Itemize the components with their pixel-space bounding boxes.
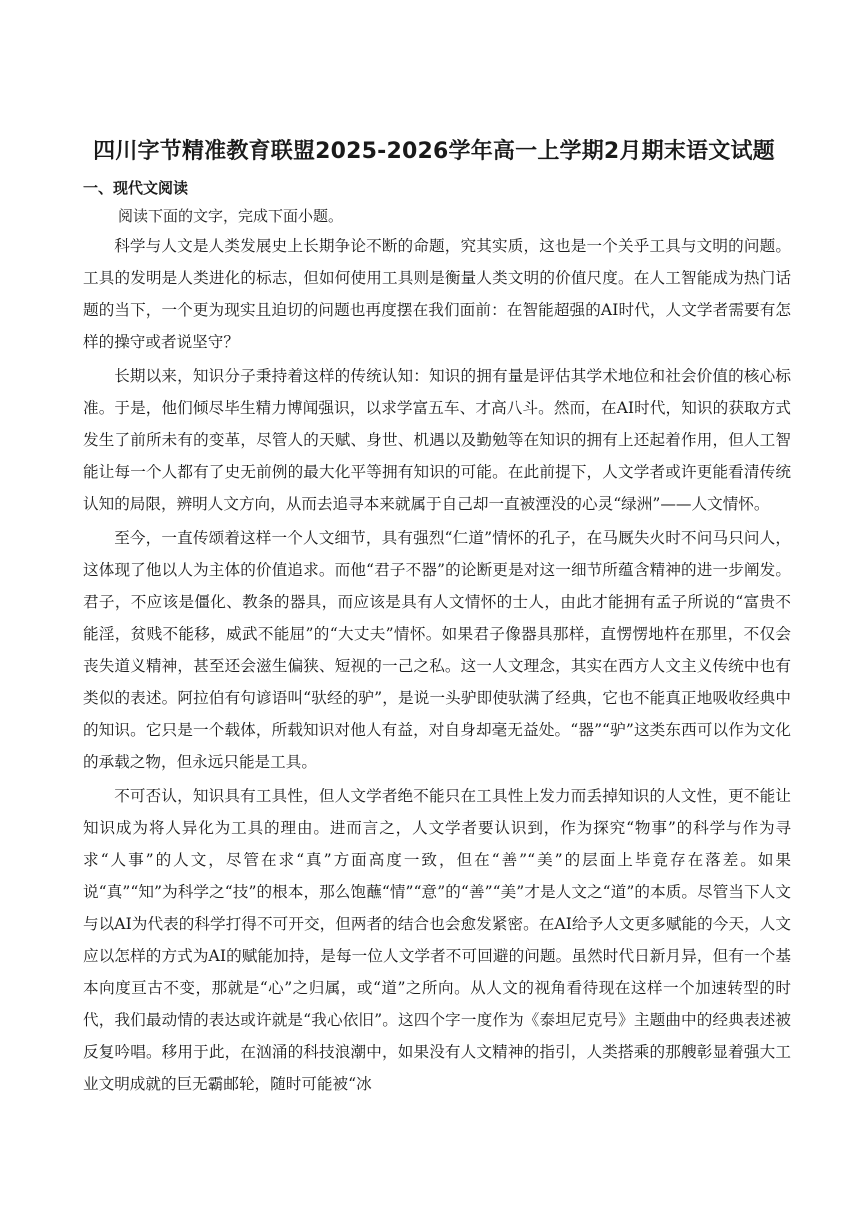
passage-paragraph-3: 至今，一直传颂着这样一个人文细节，具有强烈“仁道”情怀的孔子，在马厩失火时不问马只问人，这体现了他以人为主体的价值追求。而他“君子不器”的论断更是对这一细节所蕴含精神的进一步阐发。君子，不应该是僵化、教条的器具，而应该是具有人文情怀的士人，由此才能拥有孟子所说的“富贵不能淫，贫贱不能移，威武不能屈”的“大丈夫”情怀。如果君子像器具那样，直愣愣地杵在那里，不仅会丧失道义精神，甚至还会滋生偏狭、短视的一己之私。这一人文理念，其实在西方人文主义传统中也有类似的表述。阿拉伯有句谚语叫“驮经的驴”，是说一头驴即使驮满了经典，它也不能真正地吸收经典中的知识。它只是一个载体，所载知识对他人有益，对自身却毫无益处。“器”“驴”这类东西可以作为文化的承载之物，但永远只能是工具。 — [83, 529, 791, 771]
reading-instruction: 阅读下面的文字，完成下面小题。 — [118, 207, 344, 225]
passage-paragraph-2: 长期以来，知识分子秉持着这样的传统认知：知识的拥有量是评估其学术地位和社会价值的核心标准。于是，他们倾尽毕生精力博闻强识，以求学富五车、才高八斗。然而，在AI时代，知识的获取方式发生了前所未有的变革，尽管人的天赋、身世、机遇以及勤勉等在知识的拥有上还起着作用，但人工智能让每一个人都有了史无前例的最大化平等拥有知识的可能。在此前提下，人文学者或许更能看清传统认知的局限，辨明人文方向，从而去追寻本来就属于自己却一直被湮没的心灵“绿洲”——人文情怀。 — [83, 367, 791, 513]
passage-paragraph-1: 科学与人文是人类发展史上长期争论不断的命题，究其实质，这也是一个关乎工具与文明的问题。工具的发明是人类进化的标志，但如何使用工具则是衡量人类文明的价值尺度。在人工智能成为热门话题的当下，一个更为现实且迫切的问题也再度摆在我们面前：在智能超强的AI时代，人文学者需要有怎样的操守或者说坚守？ — [83, 237, 791, 351]
passage-paragraph-4: 不可否认，知识具有工具性，但人文学者绝不能只在工具性上发力而丢掉知识的人文性，更不能让知识成为将人异化为工具的理由。进而言之，人文学者要认识到，作为探究“物事”的科学与作为寻求“人事”的人文，尽管在求“真”方面高度一致，但在“善”“美”的层面上毕竟存在落差。如果说“真”“知”为科学之“技”的根本，那么饱蘸“情”“意”的“善”“美”才是人文之“道”的本质。尽管当下人文与以AI为代表的科学打得不可开交，但两者的结合也会愈发紧密。在AI给予人文更多赋能的今天，人文应以怎样的方式为AI的赋能加持，是每一位人文学者不可回避的问题。虽然时代日新月异，但有一个基本向度亘古不变，那就是“心”之归属，或“道”之所向。从人文的视角看待现在这样一个加速转型的时代，我们最动情的表达或许就是“我心依旧”。这四个字一度作为《泰坦尼克号》主题曲中的经典表述被反复吟唱。移用于此，在汹涌的科技浪潮中，如果没有人文精神的指引，人类搭乘的那艘彰显着强大工业文明成就的巨无霸邮轮，随时可能被“冰 — [83, 787, 791, 1093]
section-heading: 一、现代文阅读 — [83, 179, 189, 197]
reading-passage — [83, 230, 791, 1102]
document-title: 四川字节精准教育联盟2025-2026学年高一上学期2月期末语文试题 — [93, 139, 775, 164]
